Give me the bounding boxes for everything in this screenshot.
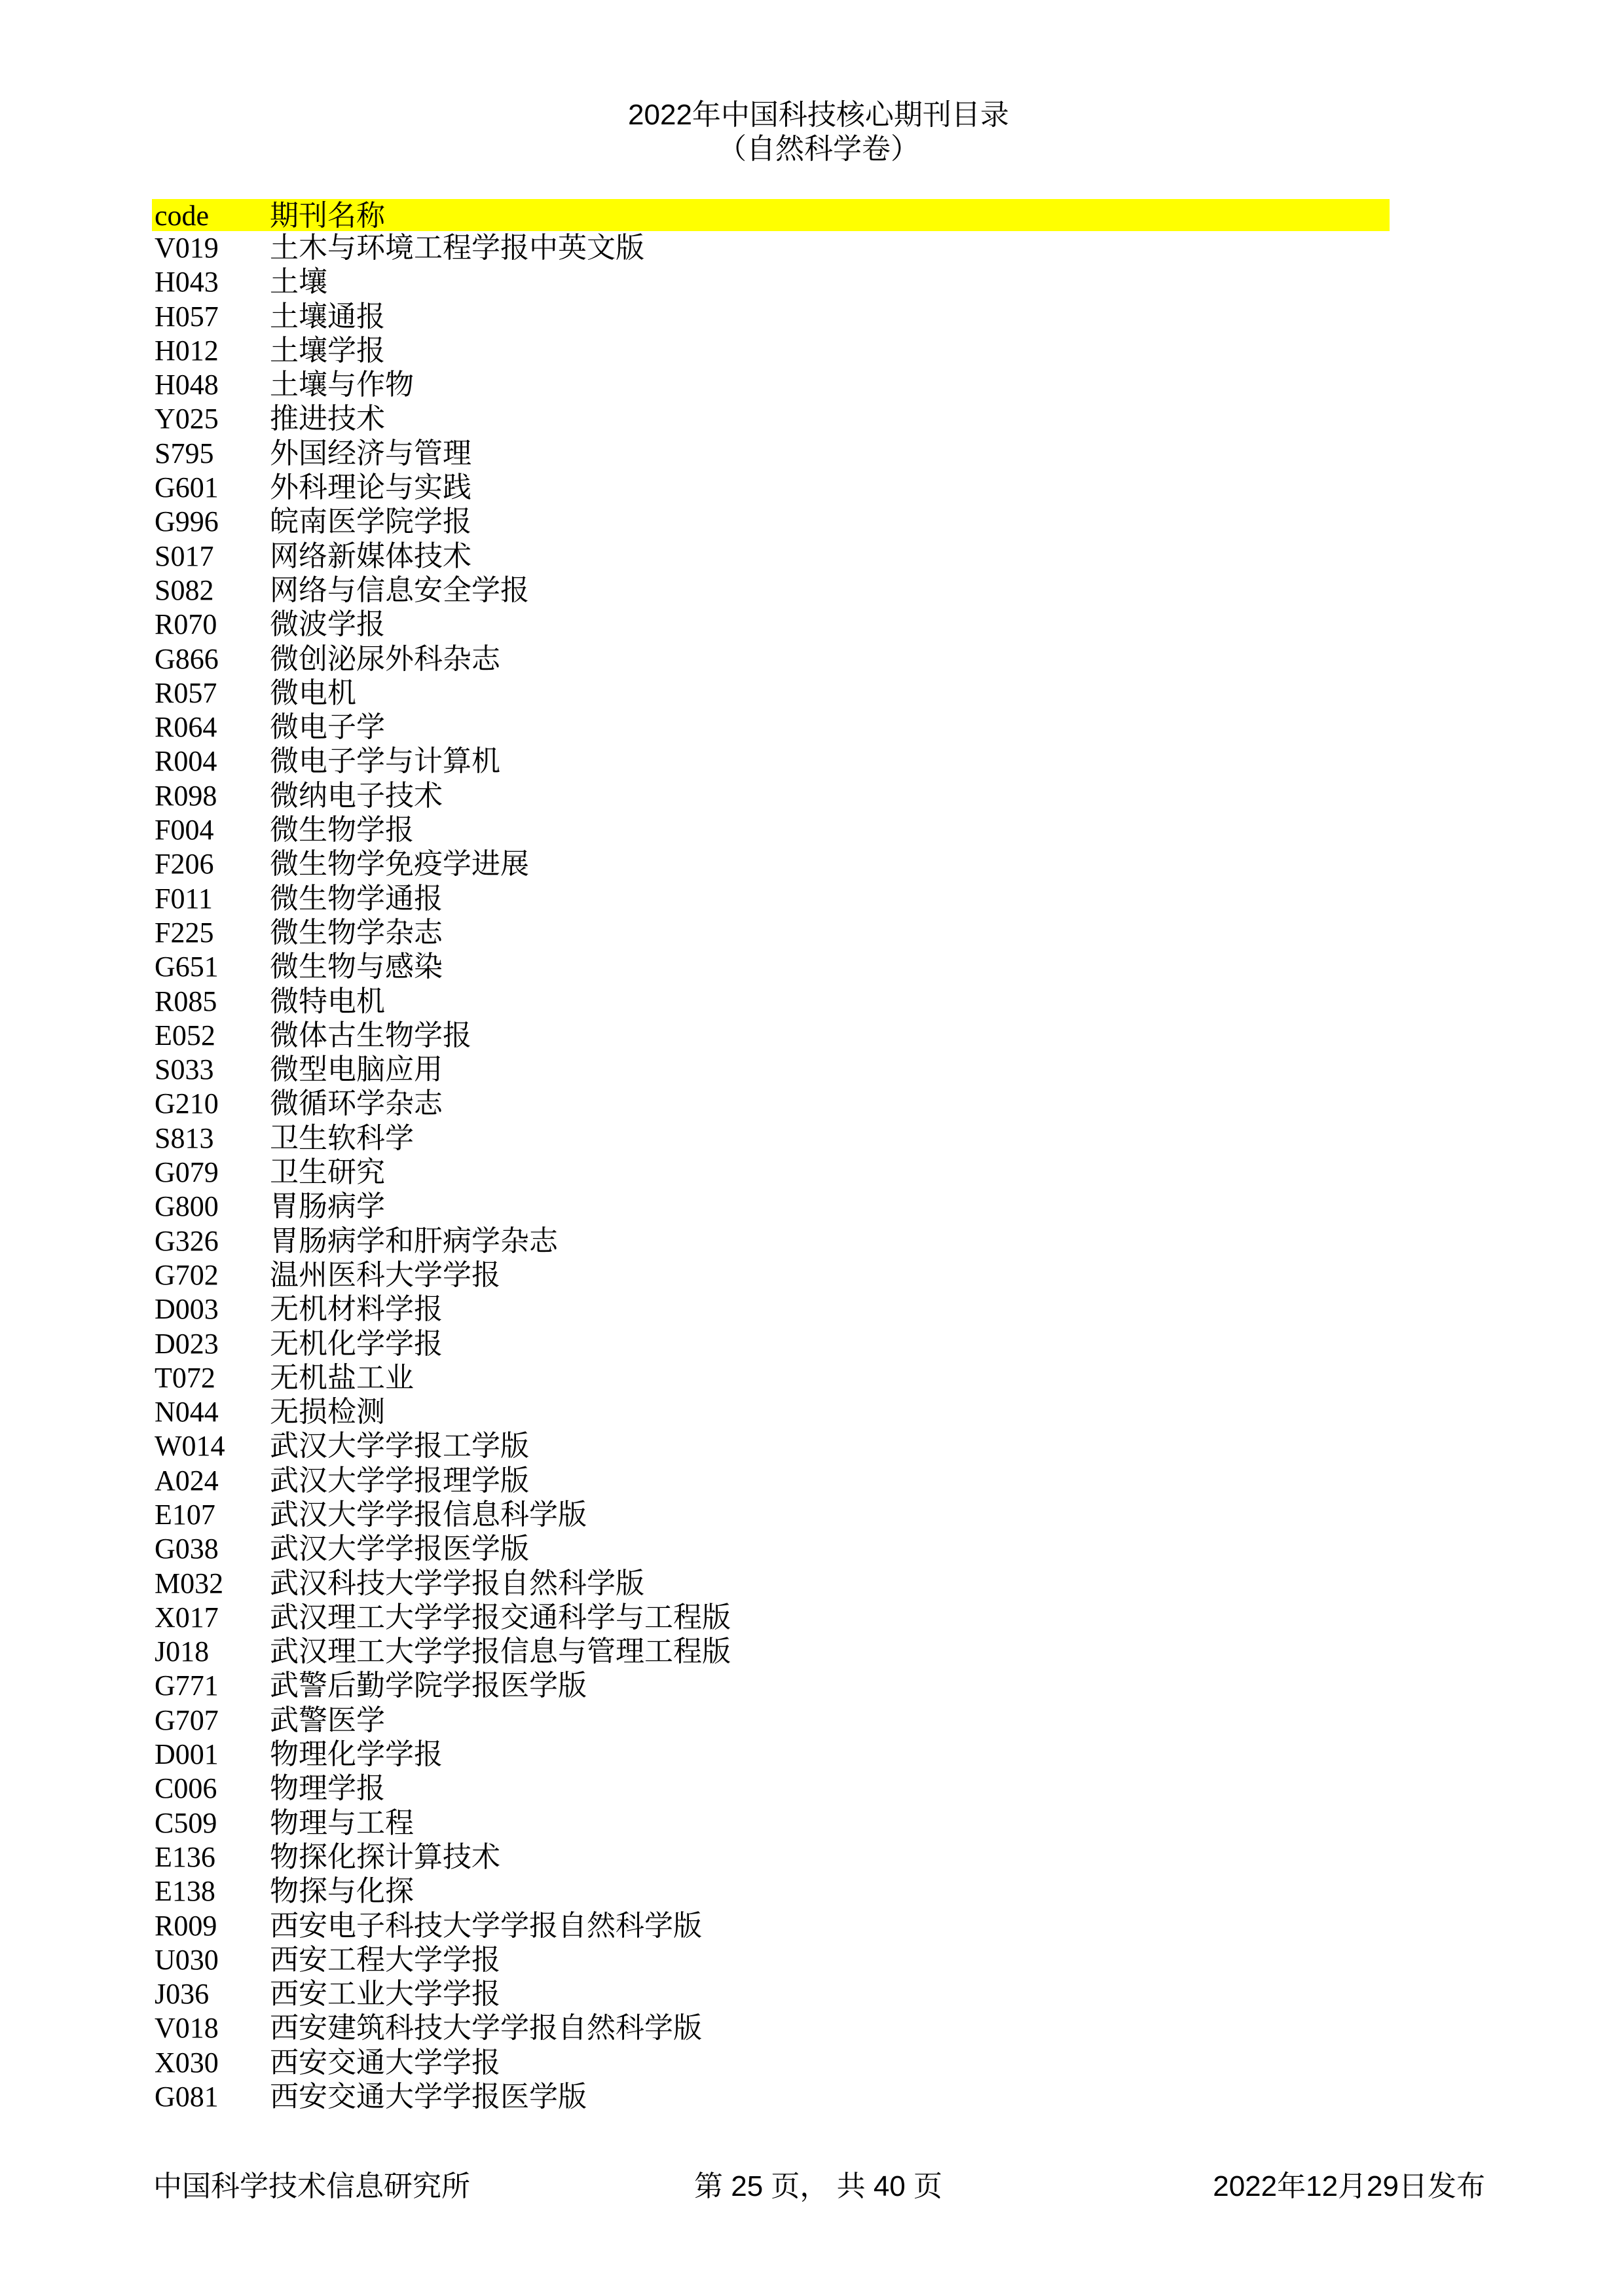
journal-code: G651 xyxy=(155,951,219,983)
table-row xyxy=(152,1840,1390,1874)
journal-name: 武汉大学学报理学版 xyxy=(270,1464,529,1497)
journal-code: E052 xyxy=(155,1019,215,1051)
journal-code: D001 xyxy=(155,1738,219,1771)
table-row xyxy=(152,985,1390,1019)
journal-code: M032 xyxy=(155,1567,224,1599)
table-row xyxy=(152,265,1390,299)
journal-name: 微波学报 xyxy=(270,608,385,641)
table-row xyxy=(152,710,1390,744)
table-row xyxy=(152,1292,1390,1326)
journal-code: G326 xyxy=(155,1224,219,1257)
table-row xyxy=(152,847,1390,881)
journal-name: 卫生软科学 xyxy=(270,1121,414,1154)
table-row xyxy=(152,1874,1390,1908)
table-row xyxy=(152,1669,1390,1703)
table-row xyxy=(152,402,1390,436)
table-row xyxy=(152,1635,1390,1669)
table-row xyxy=(152,779,1390,813)
journal-code: H048 xyxy=(155,369,219,401)
journal-name: 西安工程大学学报 xyxy=(270,1943,500,1976)
journal-name: 土壤学报 xyxy=(270,334,385,367)
journal-code: H043 xyxy=(155,266,219,299)
journal-code: G601 xyxy=(155,471,219,504)
journal-code: R098 xyxy=(155,779,217,812)
journal-code: J036 xyxy=(155,1978,210,2011)
table-row xyxy=(152,334,1390,368)
table-row xyxy=(152,300,1390,334)
journal-name: 物理化学学报 xyxy=(270,1738,443,1771)
journal-table xyxy=(152,199,1390,2114)
journal-name: 无机化学学报 xyxy=(270,1327,443,1360)
journal-name: 微电子学 xyxy=(270,711,385,744)
journal-name: 西安建筑科技大学学报自然科学版 xyxy=(270,2012,702,2045)
table-row xyxy=(152,437,1390,471)
table-row xyxy=(152,813,1390,847)
table-row xyxy=(152,1190,1390,1224)
journal-name: 微创泌尿外科杂志 xyxy=(270,642,500,675)
table-row xyxy=(152,1429,1390,1463)
journal-code: S795 xyxy=(155,437,214,469)
table-row xyxy=(152,608,1390,642)
journal-name: 外科理论与实践 xyxy=(270,471,471,504)
journal-code: G866 xyxy=(155,642,219,675)
table-row xyxy=(152,1567,1390,1601)
journal-code: S813 xyxy=(155,1121,214,1154)
journal-code: F225 xyxy=(155,916,214,949)
journal-code: E138 xyxy=(155,1875,215,1908)
journal-code: H057 xyxy=(155,300,219,333)
journal-name: 物探与化探 xyxy=(270,1875,414,1908)
journal-name: 西安电子科技大学学报自然科学版 xyxy=(270,1909,702,1942)
journal-code: G707 xyxy=(155,1704,219,1736)
journal-code: D023 xyxy=(155,1327,219,1360)
journal-name: 西安交通大学学报 xyxy=(270,2046,500,2079)
journal-code: W014 xyxy=(155,1430,225,1463)
table-row xyxy=(152,916,1390,950)
journal-code: E136 xyxy=(155,1840,215,1873)
journal-name: 温州医科大学学报 xyxy=(270,1258,500,1291)
document-subtitle: （自然科学卷） xyxy=(718,133,919,165)
journal-code: G771 xyxy=(155,1669,219,1702)
journal-code: J018 xyxy=(155,1635,210,1668)
journal-name: 土壤与作物 xyxy=(270,369,414,401)
journal-name: 微生物学免疫学进展 xyxy=(270,848,529,881)
journal-name: 推进技术 xyxy=(270,403,385,435)
table-row xyxy=(152,1464,1390,1498)
table-row xyxy=(152,1772,1390,1806)
journal-code: V018 xyxy=(155,2012,219,2045)
journal-name: 西安交通大学学报医学版 xyxy=(270,2081,587,2113)
journal-code: R057 xyxy=(155,676,217,709)
journal-code: G800 xyxy=(155,1190,219,1223)
journal-code: C509 xyxy=(155,1806,217,1839)
journal-code: E107 xyxy=(155,1498,215,1531)
table-row xyxy=(152,1361,1390,1395)
table-row xyxy=(152,539,1390,574)
journal-code: V019 xyxy=(155,232,219,264)
journal-code: F206 xyxy=(155,848,214,881)
journal-code: Y025 xyxy=(155,403,219,435)
table-row xyxy=(152,1498,1390,1532)
journal-name: 物探化探计算技术 xyxy=(270,1840,500,1873)
table-row xyxy=(152,1224,1390,1258)
table-row xyxy=(152,505,1390,539)
journal-name: 外国经济与管理 xyxy=(270,437,471,469)
column-header-code: code xyxy=(155,200,210,232)
journal-code: N044 xyxy=(155,1396,219,1429)
journal-name: 武汉科技大学学报自然科学版 xyxy=(270,1567,644,1599)
journal-name: 微生物学报 xyxy=(270,814,414,847)
journal-name: 胃肠病学和肝病学杂志 xyxy=(270,1224,558,1257)
journal-code: F004 xyxy=(155,814,214,847)
table-row xyxy=(152,1121,1390,1156)
table-row xyxy=(152,1053,1390,1087)
journal-name: 物理与工程 xyxy=(270,1806,414,1839)
footer-date: 2022年12月29日发布 xyxy=(1213,2170,1485,2202)
footer-publisher: 中国科学技术信息研究所 xyxy=(153,2170,470,2202)
table-row xyxy=(152,1909,1390,1943)
journal-code: R070 xyxy=(155,608,217,641)
journal-name: 微特电机 xyxy=(270,985,385,1017)
journal-code: T072 xyxy=(155,1361,215,1394)
journal-name: 皖南医学院学报 xyxy=(270,505,471,538)
journal-code: R009 xyxy=(155,1909,217,1942)
journal-code: R085 xyxy=(155,985,217,1017)
journal-name: 土木与环境工程学报中英文版 xyxy=(270,232,644,264)
table-row xyxy=(152,574,1390,608)
journal-code: U030 xyxy=(155,1943,219,1976)
journal-code: C006 xyxy=(155,1772,217,1805)
table-row xyxy=(152,744,1390,778)
journal-name: 微纳电子技术 xyxy=(270,779,443,812)
journal-code: A024 xyxy=(155,1464,219,1497)
journal-name: 土壤通报 xyxy=(270,300,385,333)
journal-name: 微体古生物学报 xyxy=(270,1019,471,1051)
table-row xyxy=(152,471,1390,505)
table-row xyxy=(152,368,1390,402)
journal-code: G081 xyxy=(155,2081,219,2113)
journal-code: G038 xyxy=(155,1533,219,1565)
journal-name: 武警医学 xyxy=(270,1704,385,1736)
journal-code: X030 xyxy=(155,2046,219,2079)
column-header-name: 期刊名称 xyxy=(270,200,385,232)
table-row xyxy=(152,2080,1390,2114)
journal-code: R064 xyxy=(155,711,217,744)
journal-code: S033 xyxy=(155,1053,214,1086)
journal-code: D003 xyxy=(155,1293,219,1326)
journal-name: 微生物学通报 xyxy=(270,882,443,915)
journal-name: 微生物学杂志 xyxy=(270,916,443,949)
footer-page-number: 第 25 页， 共 40 页 xyxy=(694,2170,943,2202)
journal-code: G702 xyxy=(155,1258,219,1291)
journal-code: S082 xyxy=(155,574,214,606)
table-row xyxy=(152,1806,1390,1840)
journal-name: 微循环学杂志 xyxy=(270,1087,443,1120)
journal-name: 西安工业大学学报 xyxy=(270,1978,500,2011)
table-row xyxy=(152,1395,1390,1429)
journal-code: G996 xyxy=(155,505,219,538)
journal-code: F011 xyxy=(155,882,213,915)
journal-name: 武警后勤学院学报医学版 xyxy=(270,1669,587,1702)
journal-name: 武汉理工大学学报交通科学与工程版 xyxy=(270,1601,731,1633)
table-row xyxy=(152,676,1390,710)
journal-code: H012 xyxy=(155,334,219,367)
journal-name: 微生物与感染 xyxy=(270,951,443,983)
table-row xyxy=(152,1977,1390,2011)
table-row xyxy=(152,1532,1390,1566)
journal-name: 无损检测 xyxy=(270,1396,385,1429)
table-row xyxy=(152,1704,1390,1738)
table-row xyxy=(152,1327,1390,1361)
journal-name: 武汉大学学报工学版 xyxy=(270,1430,529,1463)
journal-name: 无机材料学报 xyxy=(270,1293,443,1326)
journal-name: 无机盐工业 xyxy=(270,1361,414,1394)
table-header-row xyxy=(152,199,1390,231)
journal-name: 武汉大学学报医学版 xyxy=(270,1533,529,1565)
table-row xyxy=(152,1943,1390,1977)
table-row xyxy=(152,1738,1390,1772)
table-row xyxy=(152,2011,1390,2045)
journal-name: 微型电脑应用 xyxy=(270,1053,443,1086)
journal-code: R004 xyxy=(155,745,217,778)
journal-name: 微电机 xyxy=(270,676,356,709)
table-row xyxy=(152,950,1390,984)
journal-name: 网络与信息安全学报 xyxy=(270,574,529,606)
journal-code: S017 xyxy=(155,539,214,572)
table-row xyxy=(152,2046,1390,2080)
journal-code: X017 xyxy=(155,1601,219,1633)
journal-name: 网络新媒体技术 xyxy=(270,539,471,572)
journal-name: 武汉大学学报信息科学版 xyxy=(270,1498,587,1531)
table-row xyxy=(152,882,1390,916)
table-row xyxy=(152,1087,1390,1121)
journal-name: 卫生研究 xyxy=(270,1156,385,1189)
table-row xyxy=(152,1601,1390,1635)
journal-name: 武汉理工大学学报信息与管理工程版 xyxy=(270,1635,731,1668)
document-title: 2022年中国科技核心期刊目录 xyxy=(628,99,1009,131)
journal-name: 物理学报 xyxy=(270,1772,385,1805)
journal-code: G079 xyxy=(155,1156,219,1189)
table-row xyxy=(152,1258,1390,1292)
table-row xyxy=(152,231,1390,265)
table-row xyxy=(152,1156,1390,1190)
journal-name: 土壤 xyxy=(270,266,327,299)
journal-code: G210 xyxy=(155,1087,219,1120)
table-row xyxy=(152,642,1390,676)
journal-name: 胃肠病学 xyxy=(270,1190,385,1223)
journal-name: 微电子学与计算机 xyxy=(270,745,500,778)
table-row xyxy=(152,1019,1390,1053)
